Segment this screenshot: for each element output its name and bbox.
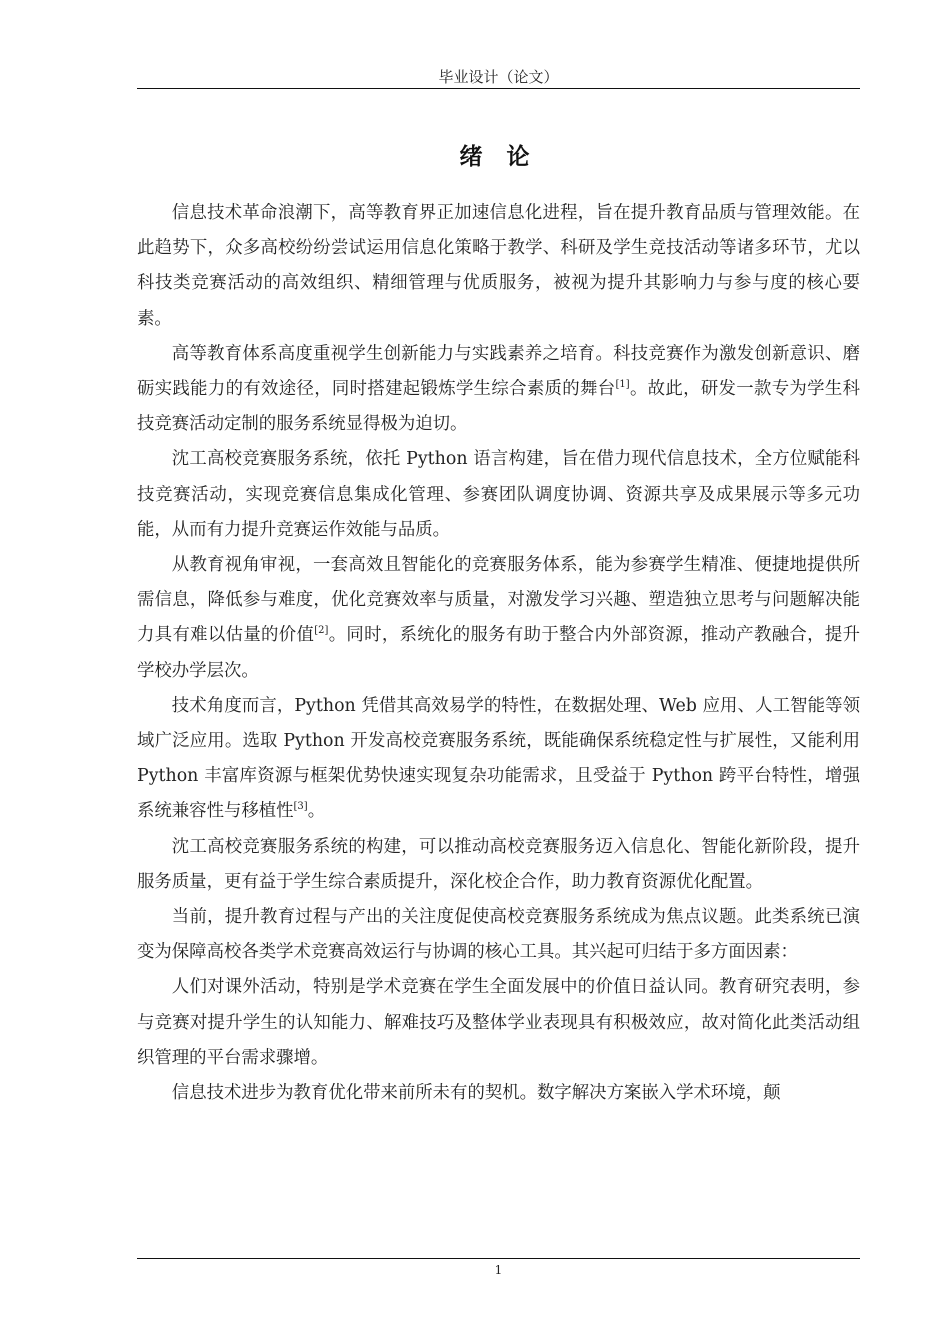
paragraph-text: 。故此，研发一款专为学生科技竞赛活动定制的服务系统显得极为迫切。	[137, 379, 860, 435]
paragraph-7	[137, 900, 860, 970]
paragraph-text: 从教育视角审视，一套高效且智能化的竞赛服务体系，能为参赛学生精准、便捷地提供所需信息，降低参与难度，优化竞赛效率与质量，对激发学习兴趣、塑造独立思考与问题解决能力具有难以估量的价值	[137, 555, 860, 646]
citation-ref: [1]	[615, 379, 630, 391]
paragraph-text: 人们对课外活动，特别是学术竞赛在学生全面发展中的价值日益认同。教育研究表明，参与竞赛对提升学生的认知能力、解难技巧及整体学业表现具有积极效应，故对简化此类活动组织管理的平台需求骤增。	[137, 977, 860, 1068]
page-number: 1	[494, 1263, 503, 1277]
footer-rule	[137, 1258, 860, 1259]
paragraph-9	[137, 1076, 860, 1111]
paragraph-text: 。	[307, 801, 326, 822]
paragraph-text: 沈工高校竞赛服务系统，依托 Python 语言构建，旨在借力现代信息技术，全方位赋能科技竞赛活动，实现竞赛信息集成化管理、参赛团队调度协调、资源共享及成果展示等多元功能，从而有力提升竞赛运作效能与品质。	[137, 449, 860, 540]
paragraph-4	[137, 548, 860, 689]
paragraph-8	[137, 970, 860, 1076]
paragraph-6	[137, 830, 860, 900]
body-text	[137, 196, 860, 1111]
paragraph-text: 沈工高校竞赛服务系统的构建，可以推动高校竞赛服务迈入信息化、智能化新阶段，提升服务质量，更有益于学生综合素质提升，深化校企合作，助力教育资源优化配置。	[137, 836, 860, 892]
paragraph-text: 高等教育体系高度重视学生创新能力与实践素养之培育。科技竞赛作为激发创新意识、磨砺实践能力的有效途径，同时搭建起锻炼学生综合素质的舞台	[137, 343, 860, 400]
running-header: 毕业设计（论文）	[438, 68, 559, 86]
paragraph-text: 信息技术革命浪潮下，高等教育界正加速信息化进程，旨在提升教育品质与管理效能。在此趋势下，众多高校纷纷尝试运用信息化策略于教学、科研及学生竞技活动等诸多环节，尤以科技类竞赛活动的高效组织、精细管理与优质服务，被视为提升其影响力与参与度的核心要素。	[137, 203, 860, 329]
chapter-title: 绪 论	[459, 143, 538, 170]
paragraph-3	[137, 442, 860, 548]
citation-ref: [3]	[293, 801, 308, 813]
paragraph-text: 。同时，系统化的服务有助于整合内外部资源，推动产教融合，提升学校办学层次。	[137, 625, 860, 681]
citation-ref: [2]	[314, 625, 329, 637]
paragraph-text: 技术角度而言，Python 凭借其高效易学的特性，在数据处理、Web 应用、人工智能等领域广泛应用。选取 Python 开发高校竞赛服务系统，既能确保系统稳定性与扩展性，又能利用 Python 丰富库资源与框架优势快速实现复杂功能需求，且受益于 Python 跨平台特性，增强系统兼容性与移植性	[137, 695, 860, 822]
paragraph-5	[137, 689, 860, 830]
paragraph-2	[137, 337, 860, 443]
paragraph-text: 当前，提升教育过程与产出的关注度促使高校竞赛服务系统成为焦点议题。此类系统已演变为保障高校各类学术竞赛高效运行与协调的核心工具。其兴起可归结于多方面因素：	[137, 907, 860, 963]
header-rule	[137, 88, 860, 89]
paragraph-1	[137, 196, 860, 337]
paragraph-text: 信息技术进步为教育优化带来前所未有的契机。数字解决方案嵌入学术环境，颠	[171, 1083, 781, 1104]
